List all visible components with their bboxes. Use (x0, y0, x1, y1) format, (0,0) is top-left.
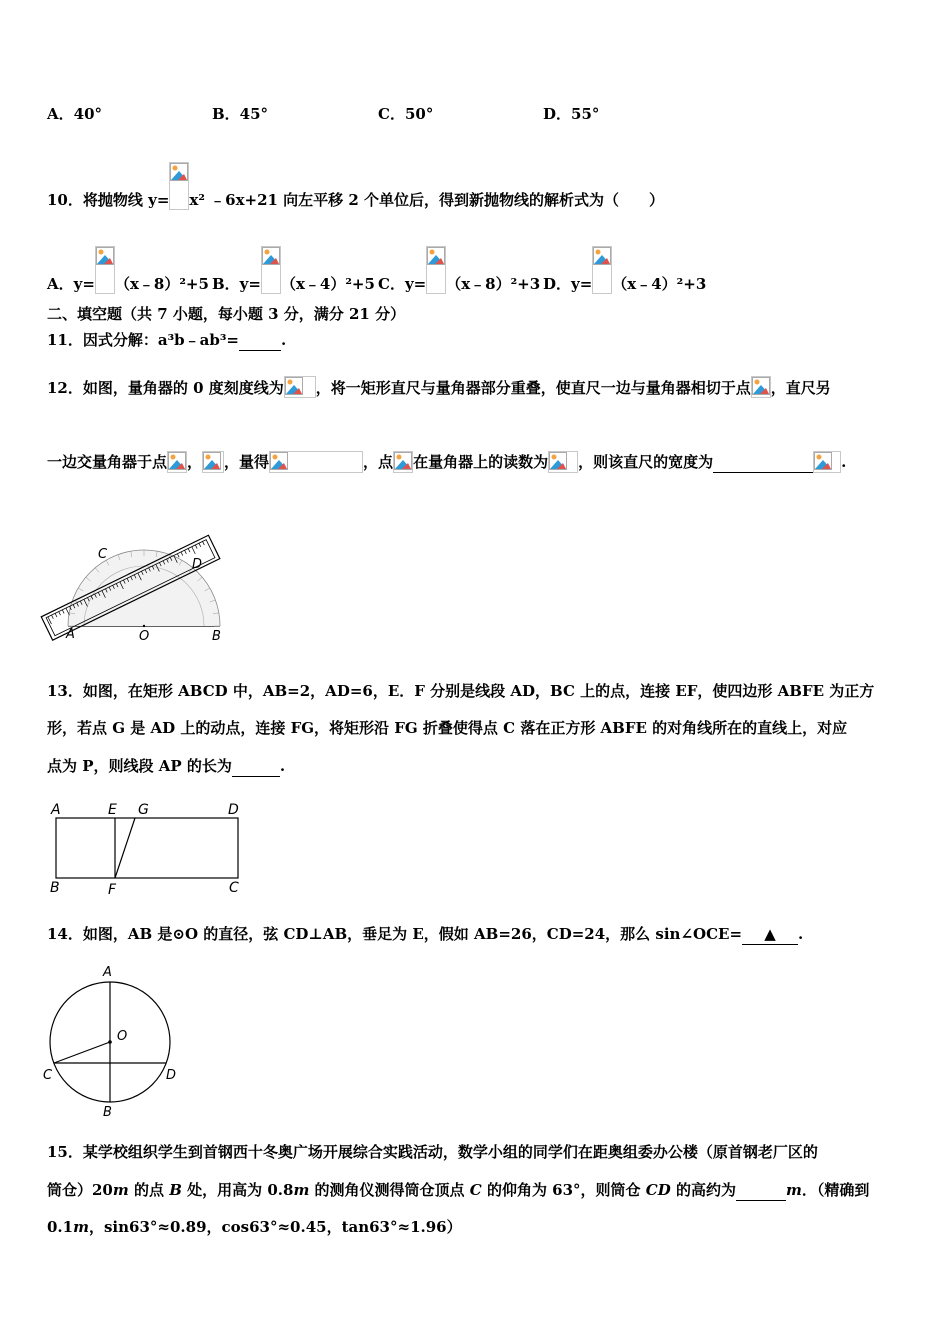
question-13-line-3: 点为 P，则线段 AP 的长为 . (47, 757, 286, 775)
broken-image-icon (95, 246, 115, 294)
q9-option-a: A．40° (47, 105, 103, 123)
q9-option-d: D．55° (543, 105, 600, 123)
question-15-line-3: 0.1m，sin63°≈0.89，cos63°≈0.45，tan63°≈1.96） (47, 1218, 462, 1236)
broken-image-icon (169, 162, 189, 210)
broken-image-icon (813, 451, 841, 473)
ruler-tick (59, 612, 61, 616)
ruler-tick (203, 541, 205, 545)
q9-option-b: B．45° (212, 105, 269, 123)
label-a: A (66, 627, 75, 642)
label-d: D (166, 1068, 177, 1083)
rectangle-abcd (56, 818, 238, 878)
label-a: A (51, 802, 61, 818)
label-a: A (103, 965, 112, 980)
answer-blank (742, 924, 798, 945)
label-b: B (212, 629, 221, 644)
broken-image-icon (393, 451, 413, 473)
q10-suffix: x² ﹣6x+21 向左平移 2 个单位后，得到新抛物线的解析式为（ ） (189, 191, 665, 209)
ruler-tick (195, 545, 197, 549)
answer-blank (232, 756, 280, 777)
q9-option-c: C．50° (378, 105, 434, 123)
q10-option-d: D．y= （x﹣4）²+3 (543, 246, 706, 294)
question-12-line-2: 一边交量角器于点 ， ，量得 ，点 在量角器上的读数为 ，则该直尺的宽度为 . (47, 453, 847, 471)
question-14: 14．如图，AB 是⊙O 的直径，弦 CD⊥AB，垂足为 E，假如 AB=26，CD=24，那么 sin∠OCE= ▲ . (47, 925, 804, 943)
label-e: E (108, 802, 117, 818)
label-g: G (138, 802, 149, 818)
segment-fg (115, 818, 135, 878)
q10-option-a: A．y= （x﹣8）²+5 (47, 246, 209, 294)
ruler-tick (188, 548, 190, 552)
answer-blank (713, 452, 813, 473)
triangle-marker: ▲ (764, 925, 776, 943)
ruler-tick (181, 552, 183, 556)
broken-image-icon (751, 376, 771, 398)
broken-image-icon (269, 451, 363, 473)
broken-image-icon (167, 451, 187, 473)
ruler-tick (192, 547, 196, 554)
question-13-line-2: 形，若点 G 是 AD 上的动点，连接 FG，将矩形沿 FG 折叠使得点 C 落在正方形 ABFE 的对角线所在的直线上，对应 (47, 719, 848, 737)
label-c: C (229, 880, 239, 896)
label-c: C (43, 1068, 53, 1083)
label-d: D (192, 557, 203, 572)
ruler-tick (55, 613, 57, 617)
ruler-tick (185, 550, 187, 554)
ruler-tick (177, 554, 179, 558)
question-13-line-1: 13．如图，在矩形 ABCD 中，AB=2，AD=6，E．F 分别是线段 AD，BC 上的点，连接 EF，使四边形 ABFE 为正方 (47, 682, 875, 700)
question-11: 11．因式分解：a³b﹣ab³= . (47, 331, 287, 349)
circle-figure (40, 962, 190, 1120)
broken-image-icon (548, 451, 578, 473)
q10-prefix: 10．将抛物线 y= (47, 191, 170, 209)
broken-image-icon (202, 451, 224, 473)
q10-option-c: C．y= （x﹣8）²+3 (378, 246, 540, 294)
segment-oc (54, 1042, 110, 1063)
section-2-title: 二、填空题（共 7 小题，每小题 3 分，满分 21 分） (47, 305, 406, 323)
rectangle-figure (44, 798, 246, 898)
ruler-tick (199, 543, 201, 547)
question-10 (47, 162, 664, 210)
label-c: C (98, 547, 108, 562)
broken-image-icon (284, 376, 316, 398)
broken-image-icon (261, 246, 281, 294)
label-b: B (50, 880, 60, 896)
label-b: B (103, 1105, 112, 1120)
answer-blank (239, 330, 281, 351)
ruler-tick (52, 615, 54, 619)
label-o: O (139, 629, 150, 644)
question-12-line-1: 12．如图，量角器的 0 度刻度线为 ，将一矩形直尺与量角器部分重叠，使直尺一边与量角器相切于点 ，直尺另 (47, 376, 831, 398)
label-o: O (117, 1029, 128, 1044)
broken-image-icon (592, 246, 612, 294)
broken-image-icon (426, 246, 446, 294)
label-d: D (228, 802, 239, 818)
protractor-figure (40, 510, 230, 645)
question-15-line-1: 15．某学校组织学生到首钢西十冬奥广场开展综合实践活动，数学小组的同学们在距奥组委办公楼（原首钢老厂区的 (47, 1143, 818, 1161)
q10-option-b: B．y= （x﹣4）²+5 (212, 246, 375, 294)
question-15-line-2: 筒仓）20m 的点 B 处，用高为 0.8m 的测角仪测得筒仓顶点 C 的仰角为 63°，则筒仓 CD 的高约为 m．（精确到 (47, 1181, 870, 1199)
label-f: F (108, 882, 117, 898)
ruler-tick (62, 610, 64, 614)
answer-blank (736, 1180, 786, 1201)
